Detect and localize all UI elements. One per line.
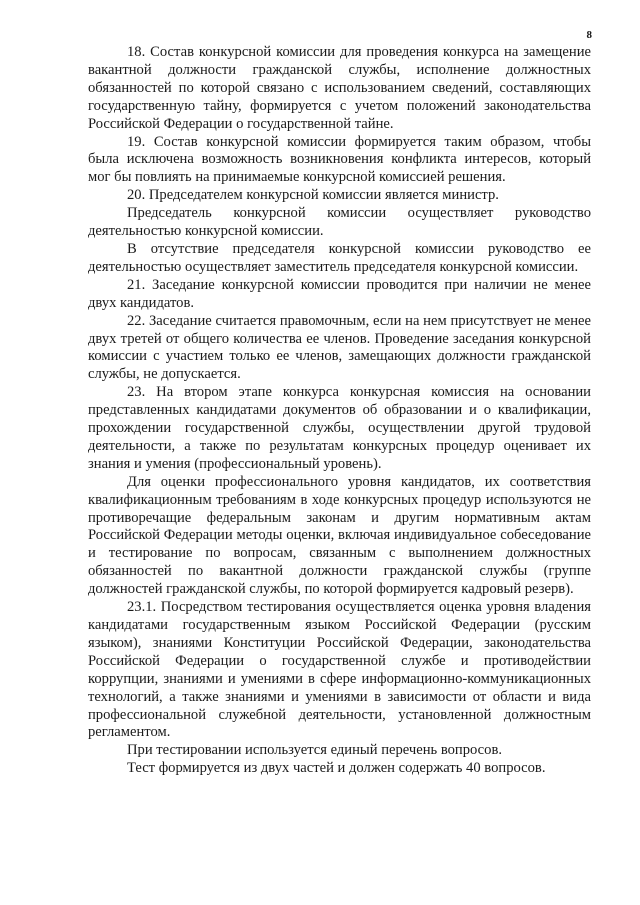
paragraph-18: 18. Состав конкурсной комиссии для проведения конкурса на замещение вакантной должности гражданской службы, исполнение должностных обязанностей по которой связано с использованием сведений, составляющих государственную тайну, формируется с учетом положений законодательства Российской Федерации о государственной тайне. bbox=[88, 44, 591, 132]
paragraph-22: 22. Заседание считается правомочным, если на нем присутствует не менее двух третей от общего количества ее членов. Проведение заседания конкурсной комиссии с участием только ее членов, замещающих должности гражданской службы, не допускается. bbox=[88, 312, 591, 383]
paragraph-23: 23. На втором этапе конкурса конкурсная комиссия на основании представленных кандидатами документов об образовании и о квалификации, прохождении государственной службы, осуществлении другой трудовой деятельности, а также по результатам конкурсных процедур оценивает их знания и умения (профессиональный уровень). bbox=[88, 384, 591, 472]
paragraph-19: 19. Состав конкурсной комиссии формируется таким образом, чтобы была исключена возможность возникновения конфликта интересов, который мог бы повлиять на принимаемые конкурсной комиссией решения. bbox=[88, 133, 591, 186]
paragraph-21: 21. Заседание конкурсной комиссии проводится при наличии не менее двух кандидатов. bbox=[88, 276, 591, 311]
paragraph-23-1-test-structure: Тест формируется из двух частей и должен содержать 40 вопросов. bbox=[127, 760, 546, 777]
paragraph-23-1: 23.1. Посредством тестирования осуществляется оценка уровня владения кандидатами государственным языком Российской Федерации (русским языком), знаниями Конституции Российской Федерации, законодательства Российской Федерации о государственной службе и противодействии коррупции, знаниями и умениями в сфере информационно-коммуникационных технологий, а также знаниями и умениями в зависимости от области и вида профессиональной служебной деятельности, установленной должностным регламентом. bbox=[88, 599, 591, 741]
paragraph-20-chair-role: Председатель конкурсной комиссии осуществляет руководство деятельностью конкурсной комиссии. bbox=[88, 205, 591, 240]
paragraph-23-assessment-methods: Для оценки профессионального уровня кандидатов, их соответствия квалификационным требованиям в ходе конкурсных процедур используются не противоречащие федеральным законам и другим нормативным актам Российской Федерации методы оценки, включая индивидуальное собеседование и тестирование по вопросам, связанным с выполнением должностных обязанностей по вакантной должности гражданской службы (группе должностей гражданской службы, по которой формируется кадровый резерв). bbox=[88, 473, 591, 598]
document-body bbox=[88, 44, 591, 778]
page-number: 8 bbox=[586, 29, 592, 41]
paragraph-20: 20. Председателем конкурсной комиссии является министр. bbox=[127, 187, 499, 204]
paragraph-23-1-question-list: При тестировании используется единый перечень вопросов. bbox=[127, 742, 502, 759]
paragraph-20-chair-absence: В отсутствие председателя конкурсной комиссии руководство ее деятельностью осуществляет заместитель председателя конкурсной комиссии. bbox=[88, 240, 591, 275]
